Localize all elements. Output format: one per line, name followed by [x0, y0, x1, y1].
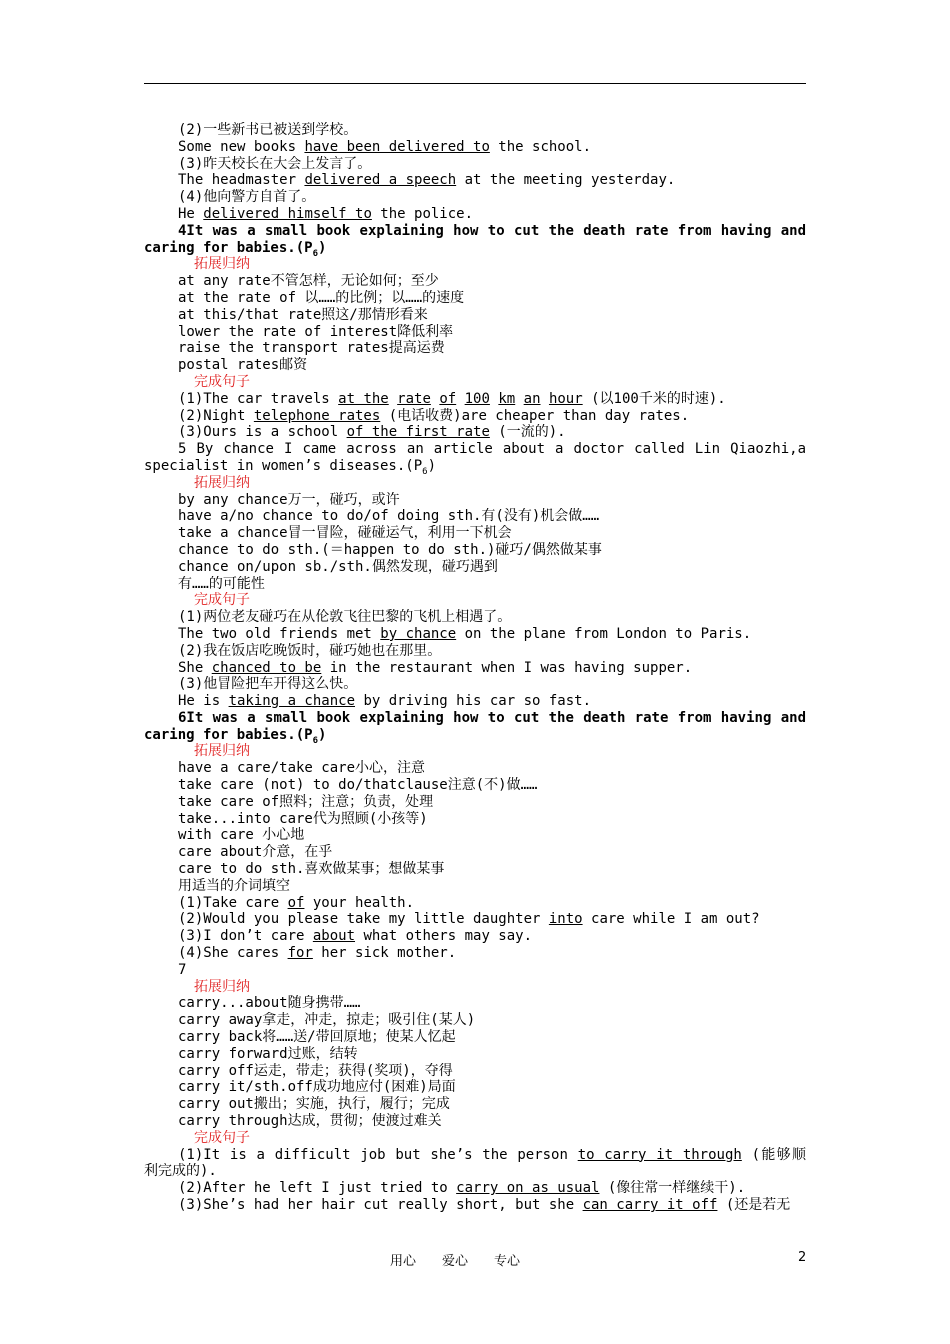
text-line: 拓展归纳	[194, 474, 250, 491]
text-line: He delivered himself to the police.	[178, 205, 474, 222]
text-line: take...into care代为照顾(小孩等)	[178, 810, 428, 827]
text-line: carry it/sth.off成功地应付(困难)局面	[178, 1079, 456, 1096]
text-line: chance on/upon sb./sth.偶然发现，碰巧遇到	[178, 558, 498, 575]
text-line: caring for $babies.(P_6)$	[144, 239, 327, 257]
page-number: 2	[798, 1250, 807, 1265]
header-rule	[144, 83, 806, 84]
text-line: 用适当的介词填空	[178, 877, 290, 894]
text-line: (4)She cares for her sick mother.	[178, 945, 457, 962]
text-line: 完成句子	[194, 373, 250, 390]
text-line: 4It was a small book explaining how to cut the death rate from having and	[178, 222, 806, 239]
text-line: (1)Take care of your health.	[178, 894, 415, 911]
text-line: have a care/take care小心，注意	[178, 760, 426, 777]
text-line: (1)The car travels at the rate of 100 km an hour (以100千米的时速).	[178, 390, 726, 407]
text-line: have a/no chance to do/of doing sth.有(没有)机会做……	[178, 508, 600, 525]
text-line: with care 小心地	[178, 827, 305, 844]
text-line: (2)一些新书已被送到学校。	[178, 122, 358, 138]
text-line: take care (not) to do/thatclause注意(不)做……	[178, 777, 538, 794]
text-line: carry forward过账，结转	[178, 1045, 358, 1062]
text-line: carry off运走，带走；获得(奖项)，夺得	[178, 1062, 453, 1079]
text-line: 完成句子	[194, 592, 250, 609]
text-line: (2)Would you please take my little daughter into care while I am out?	[178, 911, 760, 928]
text-line: lower the rate of interest降低利率	[178, 323, 454, 340]
text-line: care about介意，在乎	[178, 844, 333, 861]
text-line: 7	[178, 961, 187, 978]
text-line: at any rate不管怎样，无论如何；至少	[178, 273, 439, 290]
text-line: caring for $babies.(P_6)$	[144, 726, 327, 744]
text-line: raise the transport rates提高运费	[178, 340, 445, 357]
text-line: (1)It is a difficult job but she’s the person to carry it through (能够顺	[178, 1146, 806, 1163]
text-line: specialist in women’s $diseases.(P_6)$	[144, 457, 437, 475]
text-line: Some new books have been delivered to the school.	[178, 138, 592, 155]
text-line: (2)Night telephone rates (电话收费)are cheaper than day rates.	[178, 407, 690, 424]
text-line: 5 By chance I came across an article about a doctor called Lin Qiaozhi,a	[178, 441, 806, 458]
text-line: take care of照料；注意；负责，处理	[178, 793, 434, 810]
text-line: (2)我在饭店吃晚饭时，碰巧她也在那里。	[178, 642, 442, 659]
text-line: carry through达成，贯彻；使渡过难关	[178, 1113, 442, 1130]
text-line: (2)After he left I just tried to carry on as usual (像往常一样继续干).	[178, 1180, 746, 1197]
text-line: carry back将……送/带回原地；使某人忆起	[178, 1029, 456, 1046]
text-line: She chanced to be in the restaurant when I was having supper.	[178, 659, 693, 676]
text-line: by any chance万一，碰巧，或许	[178, 491, 400, 508]
text-line: (3)他冒险把车开得这么快。	[178, 676, 358, 693]
page-content	[144, 122, 806, 1214]
text-line: carry out搬出；实施，执行，履行；完成	[178, 1096, 450, 1113]
text-line: 有……的可能性	[178, 575, 265, 592]
text-line: (4)他向警方自首了。	[178, 189, 316, 206]
text-line: 拓展归纳	[194, 256, 250, 273]
text-line: 利完成的).	[144, 1163, 217, 1180]
text-line: at this/that rate照这/那情形看来	[178, 306, 428, 323]
text-line: The two old friends met by chance on the plane from London to Paris.	[178, 625, 752, 642]
text-line: (3)Ours is a school of the first rate (一流的).	[178, 424, 566, 441]
text-line: 完成句子	[194, 1129, 250, 1146]
text-line: at the rate of 以……的比例；以……的速度	[178, 289, 465, 306]
text-line: carry away拿走，冲走，掠走；吸引住(某人)	[178, 1012, 476, 1029]
text-line: The headmaster delivered a speech at the meeting yesterday.	[178, 172, 676, 189]
text-line: 拓展归纳	[194, 743, 250, 760]
text-line: He is taking a chance by driving his car so fast.	[178, 693, 592, 710]
footer-motto: 用心 爱心 专心	[390, 1254, 521, 1269]
text-line: (3)昨天校长在大会上发言了。	[178, 155, 372, 172]
page-footer	[0, 1250, 950, 1269]
text-line: 6It was a small book explaining how to cut the death rate from having and	[178, 709, 806, 726]
text-line: postal rates邮资	[178, 357, 308, 374]
text-line: (3)I don’t care about what others may say.	[178, 928, 533, 945]
text-line: chance to do sth.(＝happen to do sth.)碰巧/偶然做某事	[178, 541, 602, 558]
text-line: take a chance冒一冒险，碰碰运气，利用一下机会	[178, 525, 512, 542]
text-line: carry...about随身携带……	[178, 995, 361, 1012]
text-line: care to do sth.喜欢做某事；想做某事	[178, 861, 445, 878]
text-line: (3)She’s had her hair cut really short, but she can carry it off (还是若无	[178, 1197, 791, 1213]
text-line: 拓展归纳	[194, 978, 250, 995]
text-line: (1)两位老友碰巧在从伦敦飞往巴黎的飞机上相遇了。	[178, 609, 512, 626]
